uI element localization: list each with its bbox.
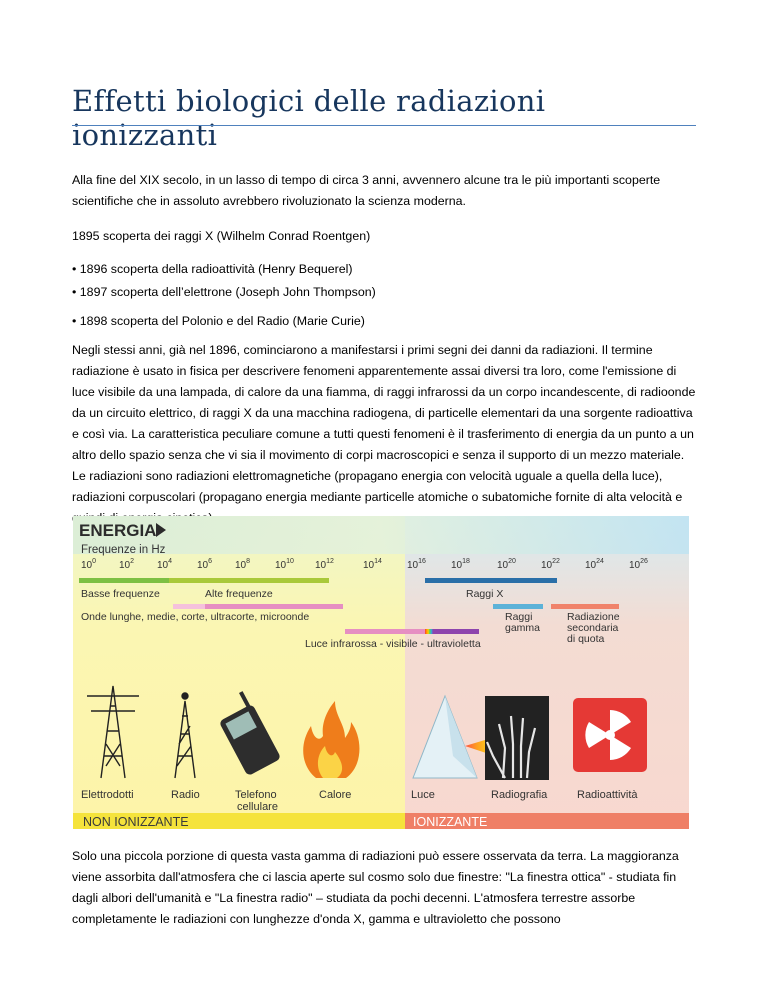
light-label: Luce infrarossa - visibile - ultravioletta xyxy=(305,638,481,650)
high-frequency-label: Alte frequenze xyxy=(205,588,273,600)
gamma-label: Raggi gamma xyxy=(505,611,541,634)
header-band xyxy=(73,516,689,554)
source-label: Radioattività xyxy=(577,789,638,801)
x-ray-hand-icon xyxy=(485,696,549,780)
high-frequency-bar xyxy=(169,578,329,583)
frequency-tick-label: $10^4$ xyxy=(157,558,173,571)
secondary-radiation-label: Radiazione secondaria di quota xyxy=(567,611,620,645)
radioactivity-icon xyxy=(573,698,647,772)
source-label: Radio xyxy=(171,789,200,801)
source-label: Telefono xyxy=(235,789,277,801)
gamma-bar xyxy=(493,604,543,609)
x-ray-bar xyxy=(425,578,557,583)
frequency-tick-label: $10^{24}$ xyxy=(585,558,604,571)
source-label: Radiografia xyxy=(491,789,548,801)
electromagnetic-spectrum-figure xyxy=(73,516,689,829)
frequency-tick-label: $10^6$ xyxy=(197,558,213,571)
source-label: Calore xyxy=(319,789,352,801)
secondary-radiation-bar xyxy=(551,604,619,609)
non-ionizing-label: NON IONIZZANTE xyxy=(83,815,189,829)
frequency-tick-label: $10^{10}$ xyxy=(275,558,294,571)
radio-waves-label: Onde lunghe, medie, corte, ultracorte, microonde xyxy=(81,611,310,623)
frequency-tick-label: $10^{12}$ xyxy=(315,558,334,571)
frequency-tick-label: $10^2$ xyxy=(119,558,135,571)
low-frequency-bar xyxy=(79,578,169,583)
visible-bar xyxy=(425,629,433,634)
x-ray-label: Raggi X xyxy=(466,588,504,600)
frequency-tick-label: $10^{18}$ xyxy=(451,558,470,571)
source-label-line2: cellulare xyxy=(237,801,278,813)
frequency-tick-label: $10^{16}$ xyxy=(407,558,426,571)
low-frequency-label: Basse frequenze xyxy=(81,588,160,600)
source-label: Elettrodotti xyxy=(81,789,134,801)
frequency-label: Frequenze in Hz xyxy=(81,544,166,556)
frequency-tick-label: $10^{22}$ xyxy=(541,558,560,571)
list-item: • 1896 scoperta della radioattività (Henry Bequerel) xyxy=(72,262,353,276)
title-divider xyxy=(72,125,696,126)
infrared-bar xyxy=(345,629,425,634)
closing-paragraph: Solo una piccola porzione di questa vasta gamma di radiazioni può essere osservata da terra. La maggioranza viene assorbita dall'atmosfera che ci lascia aperte sul cosmo solo due finestre: "La finestra ottica" - studiata fin dagli albori dell'umanità e "La finestra radio" – studiata da pochi decenni. L'atmosfera terrestre assorbe completamente le radiazioni con lunghezze d'onda X, gamma e ultravioletto che possono xyxy=(72,849,679,926)
energy-heading: ENERGIA xyxy=(79,521,157,540)
ionizing-label: IONIZZANTE xyxy=(413,815,488,829)
page-title: Effetti biologici delle radiazioni ionizzanti xyxy=(72,84,546,152)
source-label: Luce xyxy=(411,789,435,801)
frequency-tick-label: $10^{20}$ xyxy=(497,558,516,571)
frequency-tick-label: $10^{26}$ xyxy=(629,558,648,571)
long-waves-bar-segment xyxy=(173,604,205,609)
list-item: • 1898 scoperta del Polonio e del Radio (Marie Curie) xyxy=(72,314,365,328)
frequency-tick-label: $10^{14}$ xyxy=(363,558,382,571)
intro-paragraph: Alla fine del XIX secolo, in un lasso di tempo di circa 3 anni, avvennero alcune tra le più importanti scoperte scientifiche che in assoluto avrebbero rivoluzionato la scienza moderna. xyxy=(72,173,661,208)
ultraviolet-bar xyxy=(433,629,479,634)
list-item: 1895 scoperta dei raggi X (Wilhelm Conrad Roentgen) xyxy=(72,229,371,243)
frequency-tick-label: $10^8$ xyxy=(235,558,251,571)
list-item: • 1897 scoperta dell’elettrone (Joseph John Thompson) xyxy=(72,285,376,299)
body-paragraph: Negli stessi anni, già nel 1896, cominciarono a manifestarsi i primi segni dei danni da radiazioni. Il termine radiazione è usato in fisica per descrivere fenomeni apparentemente assai diversi tra loro, come l'emissione di luce visibile da una lampada, di calore da una fiamma, di raggi infrarossi da un corpo incandescente, di radioonde da un circuito elettrico, di raggi X da una macchina radiogena, di particelle elementari da una sorgente radioattiva e così via. La caratteristica peculiare comune a tutti questi fenomeni è il trasferimento di energia da un punto a un altro dello spazio senza che vi sia il movimento di corpi macroscopici e senza il supporto di un mezzo materiale. Le radiazioni sono radiazioni elettromagnetiche (propagano energia con velocità uguale a quella della luce), radiazioni corpuscolari (propagano energia mediante particelle atomiche o subatomiche fornite di alta velocità e xyxy=(72,343,696,504)
frequency-tick-label: $10^0$ xyxy=(81,558,97,571)
